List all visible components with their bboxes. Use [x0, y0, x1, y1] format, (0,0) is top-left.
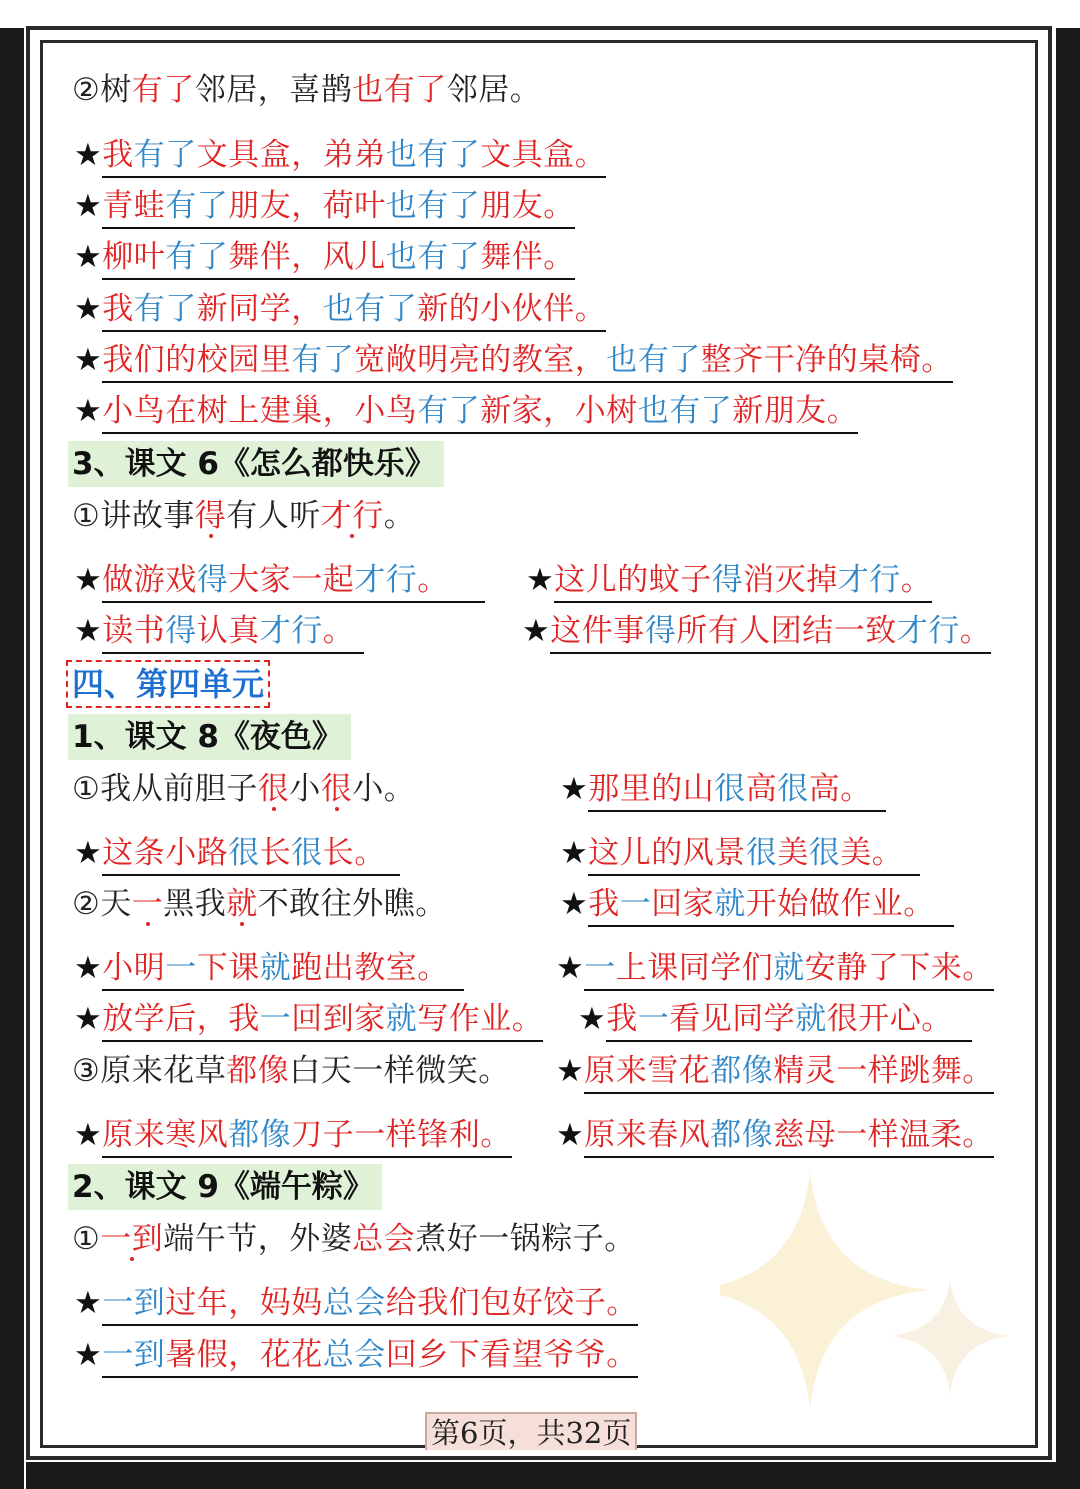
practice-sentence: ★我有了文具盒，弟弟也有了文具盒。 [74, 135, 606, 178]
practice-sentence: ★读书得认真才行。 [74, 611, 364, 654]
example-sentence: ①我从前胆子很小很小。 [72, 771, 416, 807]
practice-sentence: ★放学后，我一回到家就写作业。 [74, 999, 543, 1042]
practice-sentence: ★一到过年，妈妈总会给我们包好饺子。 [74, 1283, 638, 1326]
practice-sentence: ★那里的山很高很高。 [560, 769, 886, 812]
unit-heading: 四、第四单元 [66, 660, 270, 708]
practice-sentence: ★原来春风都像慈母一样温柔。 [556, 1115, 994, 1158]
left-edge-bar [0, 0, 24, 1489]
practice-sentence: ★这条小路很长很长。 [74, 833, 400, 876]
practice-sentence: ★我一回家就开始做作业。 [560, 884, 954, 927]
practice-sentence: ★柳叶有了舞伴，风儿也有了舞伴。 [74, 237, 575, 280]
example-sentence: ②天一黑我就不敢往外瞧。 [72, 886, 447, 922]
bottom-edge-bar [26, 1462, 1056, 1489]
example-sentence: ②树有了邻居，喜鹊也有了邻居。 [72, 72, 542, 108]
example-sentence: ①一到端午节，外婆总会煮好一锅粽子。 [72, 1221, 636, 1257]
practice-sentence: ★青蛙有了朋友，荷叶也有了朋友。 [74, 186, 575, 229]
practice-sentence: ★原来雪花都像精灵一样跳舞。 [556, 1051, 994, 1094]
practice-sentence: ★一上课同学们就安静了下来。 [556, 948, 994, 991]
practice-sentence: ★我一看见同学就很开心。 [578, 999, 972, 1042]
practice-sentence: ★小明一下课就跑出教室。 [74, 948, 464, 991]
practice-sentence: ★这儿的风景很美很美。 [560, 833, 920, 876]
section-heading: 3、课文 6《怎么都快乐》 [68, 441, 444, 487]
practice-sentence: ★原来寒风都像刀子一样锋利。 [74, 1115, 512, 1158]
practice-sentence: ★做游戏得大家一起才行。 [74, 560, 485, 603]
right-edge-bar [1056, 0, 1080, 1489]
practice-sentence: ★我们的校园里有了宽敞明亮的教室，也有了整齐干净的桌椅。 [74, 340, 953, 383]
practice-sentence: ★小鸟在树上建巢，小鸟有了新家，小树也有了新朋友。 [74, 391, 858, 434]
practice-sentence: ★这儿的蚊子得消灭掉才行。 [526, 560, 932, 603]
sparkle-decoration-icon [720, 1160, 1040, 1460]
example-sentence: ③原来花草都像白天一样微笑。 [72, 1053, 510, 1089]
practice-sentence: ★这件事得所有人团结一致才行。 [522, 611, 991, 654]
practice-sentence: ★我有了新同学，也有了新的小伙伴。 [74, 289, 606, 332]
practice-sentence: ★一到暑假，花花总会回乡下看望爷爷。 [74, 1335, 638, 1378]
example-sentence: ①讲故事得有人听才行。 [72, 498, 416, 534]
section-heading: 2、课文 9《端午粽》 [68, 1164, 382, 1210]
page-number: 第6页，共32页 [425, 1412, 637, 1450]
section-heading: 1、课文 8《夜色》 [68, 714, 351, 760]
